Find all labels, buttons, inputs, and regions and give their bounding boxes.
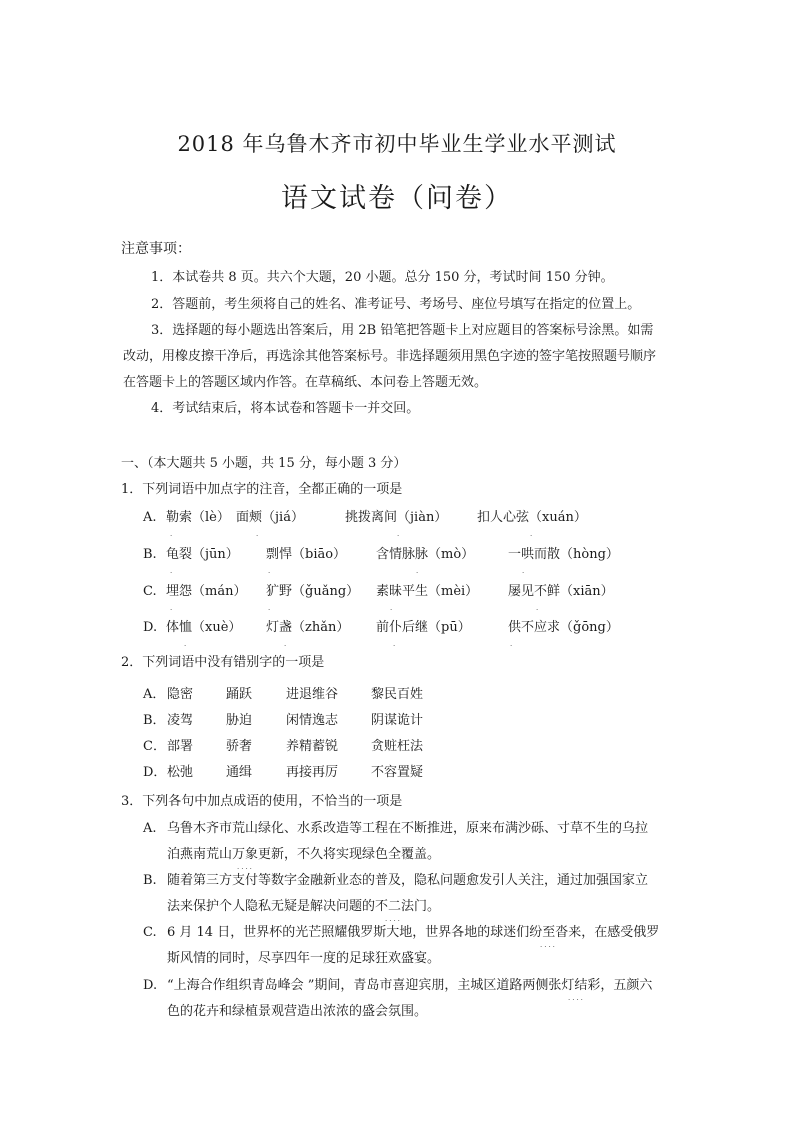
emphasis-dot: . — [268, 604, 273, 612]
q1-option-item: 犷野（ǧuǎng） — [266, 584, 360, 599]
emphasis-dot: . — [393, 640, 398, 648]
q3-option-label: B. — [143, 873, 157, 888]
q3-option-line: 泊燕南荒山万象更新，不久将实现绿色全覆盖。 — [167, 847, 441, 862]
emphasis-dot: . — [390, 604, 395, 612]
emphasis-dot: . — [184, 640, 189, 648]
emphasis-dot: . — [256, 530, 261, 538]
q2-option-item: 骄奢 — [226, 739, 253, 754]
q3-option-line: 法来保护个人隐私无疑是解决问题的不二法门。 — [167, 899, 441, 914]
q2-option-item: 再接再厉 — [286, 765, 339, 780]
q2-option-label: C． — [143, 739, 166, 754]
notice-line-3: 3．选择题的每小题选出答案后，用 2B 铅笔把答题卡上对应题目的答案标号涂黑。如需 — [151, 323, 654, 338]
q1-stem: 1．下列词语中加点字的注音，全都正确的一项是 — [121, 482, 403, 497]
emphasis-dot: . — [170, 567, 175, 575]
q3-option-line: 乌鲁木齐市荒山绿化、水系改造等工程在不断推进，原来布满沙砾、寸草不生的乌拉 — [167, 821, 649, 836]
q1-option-item: 龟裂（jūn） — [166, 547, 239, 562]
emphasis-dot: . — [170, 530, 175, 538]
emphasis-dot: .... — [540, 941, 557, 949]
notice-line-1: 1．本试卷共 8 页。共六个大题，20 小题。总分 150 分，考试时间 150 分钟。 — [151, 270, 614, 285]
q2-stem: 2．下列词语中没有错别字的一项是 — [121, 655, 325, 670]
q1-option-item: 体恤（xuè） — [166, 620, 242, 635]
q1-option-item: 前仆后继（pū） — [376, 620, 471, 635]
q1-option-item: 一哄而散（hòng） — [508, 547, 619, 562]
q1-option-item: 扣人心弦（xuán） — [477, 510, 587, 525]
paper-subtitle: 语文试卷（问卷） — [281, 183, 513, 214]
emphasis-dot: . — [416, 567, 421, 575]
q2-option-label: A． — [143, 687, 166, 702]
q1-option-item: 挑拨离间（jiàn） — [345, 510, 448, 525]
q1-option-item: 素昧平生（mèi） — [376, 584, 479, 599]
q2-option-item: 踊跃 — [226, 687, 253, 702]
q1-option-item: 屡见不鲜（xiān） — [508, 584, 614, 599]
notice-line-6: 4．考试结束后，将本试卷和答题卡一并交回。 — [151, 401, 420, 416]
q3-option-line: 随着第三方支付等数字金融新业态的普及，隐私问题愈发引人关注，通过加强国家立 — [167, 873, 649, 888]
emphasis-dot: . — [397, 530, 402, 538]
q1-option-item: 含情脉脉（mò） — [376, 547, 475, 562]
q2-option-label: B． — [143, 713, 166, 728]
q2-option-item: 贪赃枉法 — [371, 739, 424, 754]
q1-option-label: B. — [143, 547, 157, 562]
q3-option-line: 色的花卉和绿植景观营造出浓浓的盛会氛围。 — [167, 1004, 428, 1019]
notice-heading: 注意事项： — [121, 241, 191, 257]
notice-line-2: 2．答题前，考生须将自己的姓名、准考证号、考场号、座位号填写在指定的位置上。 — [151, 297, 641, 312]
q1-option-item: 剽悍（biāo） — [266, 547, 347, 562]
notice-line-4: 改动，用橡皮擦干净后，再选涂其他答案标号。非选择题须用黑色字迹的签字笔按照题号顺序 — [123, 349, 657, 364]
q3-stem: 3．下列各句中加点成语的使用，不恰当的一项是 — [121, 794, 403, 809]
emphasis-dot: . — [522, 567, 527, 575]
q2-option-label: D． — [143, 765, 167, 780]
notice-line-5: 在答题卡上的答题区域内作答。在草稿纸、本问卷上答题无效。 — [123, 375, 488, 390]
emphasis-dot: . — [268, 567, 273, 575]
q2-option-item: 闲情逸志 — [286, 713, 339, 728]
q2-option-item: 通缉 — [226, 765, 253, 780]
emphasis-dot: . — [536, 604, 541, 612]
section-heading: 一、（本大题共 5 小题，共 15 分，每小题 3 分） — [121, 456, 407, 471]
emphasis-dot: . — [510, 640, 515, 648]
q3-option-label: D. — [143, 978, 158, 993]
emphasis-dot: .... — [568, 994, 585, 1002]
q3-option-line: 斯风情的同时，尽享四年一度的足球狂欢盛宴。 — [167, 951, 441, 966]
q2-option-item: 胁迫 — [226, 713, 253, 728]
q1-option-item: 供不应求（ǧōng） — [508, 620, 619, 635]
q2-option-item: 松弛 — [167, 765, 194, 780]
q2-option-item: 隐密 — [167, 687, 194, 702]
q1-option-item: 灯盏（zhǎn） — [266, 620, 350, 635]
q2-option-item: 部署 — [167, 739, 194, 754]
q3-option-label: C. — [143, 925, 157, 940]
emphasis-dot: .... — [385, 915, 402, 923]
q2-option-item: 阴谋诡计 — [371, 713, 424, 728]
emphasis-dot: . — [170, 604, 175, 612]
q1-option-label: A. — [143, 510, 157, 525]
emphasis-dot: .... — [237, 863, 254, 871]
q3-option-label: A. — [143, 821, 157, 836]
q1-option-label: D. — [143, 620, 158, 635]
emphasis-dot: . — [530, 530, 535, 538]
q2-option-item: 黎民百姓 — [371, 687, 424, 702]
q2-option-item: 养精蓄锐 — [286, 739, 339, 754]
exam-title: 2018 年乌鲁木齐市初中毕业生学业水平测试 — [177, 132, 617, 156]
q1-option-item: 勒索（lè） — [166, 510, 230, 525]
q1-option-item: 面颊（jiá） — [236, 510, 304, 525]
q1-option-label: C. — [143, 584, 157, 599]
q3-option-line: “上海合作组织青岛峰会 ”期间，青岛市喜迎宾朋，主城区道路两侧张灯结彩，五颜六 — [167, 978, 653, 993]
q2-option-item: 进退维谷 — [286, 687, 339, 702]
q2-option-item: 凌驾 — [167, 713, 194, 728]
q1-option-item: 埋怨（mán） — [166, 584, 247, 599]
q3-option-line: 6 月 14 日，世界杯的光芒照耀俄罗斯大地，世界各地的球迷们纷至沓来，在感受俄罗 — [167, 925, 660, 940]
q2-option-item: 不容置疑 — [371, 765, 424, 780]
emphasis-dot: . — [284, 640, 289, 648]
